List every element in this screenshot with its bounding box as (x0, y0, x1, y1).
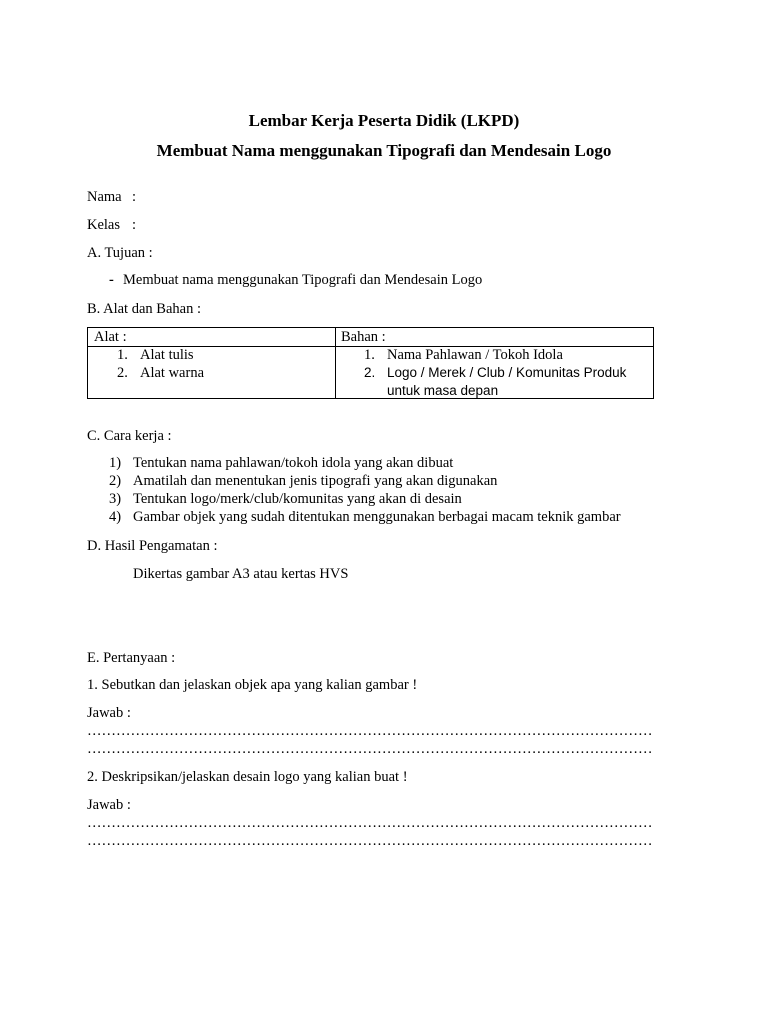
answer-line[interactable]: ……………………………………………………………………………………………………… (87, 815, 653, 831)
hasil-text: Dikertas gambar A3 atau kertas HVS (133, 566, 349, 582)
alat-header: Alat : (94, 329, 127, 345)
bahan-header: Bahan : (341, 329, 386, 345)
cara-kerja-heading: C. Cara kerja : (87, 428, 172, 444)
answer-line[interactable]: ……………………………………………………………………………………………………… (87, 723, 653, 739)
step-num: 1) (109, 455, 122, 471)
alat-item-num: 2. (117, 365, 128, 381)
jawab-label-1: Jawab : (87, 705, 131, 721)
tujuan-item: Membuat nama menggunakan Tipografi dan Mendesain Logo (123, 272, 483, 288)
bahan-item: Logo / Merek / Club / Komunitas Produk (387, 365, 627, 380)
step-num: 2) (109, 473, 122, 489)
step-text: Gambar objek yang sudah ditentukan menggunakan berbagai macam teknik gambar (133, 509, 621, 525)
step-text: Tentukan nama pahlawan/tokoh idola yang akan dibuat (133, 455, 454, 471)
answer-line[interactable]: ……………………………………………………………………………………………………… (87, 741, 653, 757)
step-num: 4) (109, 509, 122, 525)
nama-label: Nama (87, 189, 122, 205)
question-2: 2. Deskripsikan/jelaskan desain logo yang kalian buat ! (87, 769, 408, 785)
nama-colon: : (132, 189, 137, 205)
pertanyaan-heading: E. Pertanyaan : (87, 650, 176, 666)
bahan-item: Nama Pahlawan / Tokoh Idola (387, 347, 563, 363)
step-text: Amatilah dan menentukan jenis tipografi yang akan digunakan (133, 473, 498, 489)
alat-bahan-table (87, 327, 654, 399)
table-column-divider (335, 328, 336, 398)
answer-line[interactable]: ……………………………………………………………………………………………………… (87, 833, 653, 849)
kelas-label: Kelas (87, 217, 121, 233)
tujuan-heading: A. Tujuan : (87, 245, 153, 261)
tujuan-bullet: - (109, 272, 114, 288)
alat-item: Alat tulis (140, 347, 194, 363)
alat-bahan-heading: B. Alat dan Bahan : (87, 301, 201, 317)
page-subtitle: Membuat Nama menggunakan Tipografi dan Mendesain Logo (156, 141, 612, 160)
alat-item-num: 1. (117, 347, 128, 363)
page-title: Lembar Kerja Peserta Didik (LKPD) (248, 111, 520, 130)
step-num: 3) (109, 491, 122, 507)
hasil-heading: D. Hasil Pengamatan : (87, 538, 218, 554)
bahan-item-continuation: untuk masa depan (387, 383, 499, 398)
bahan-item-num: 2. (364, 365, 376, 380)
question-1: 1. Sebutkan dan jelaskan objek apa yang kalian gambar ! (87, 677, 418, 693)
step-text: Tentukan logo/merk/club/komunitas yang akan di desain (133, 491, 462, 507)
bahan-item-num: 1. (364, 347, 375, 363)
jawab-label-2: Jawab : (87, 797, 131, 813)
kelas-colon: : (132, 217, 137, 233)
alat-item: Alat warna (140, 365, 205, 381)
